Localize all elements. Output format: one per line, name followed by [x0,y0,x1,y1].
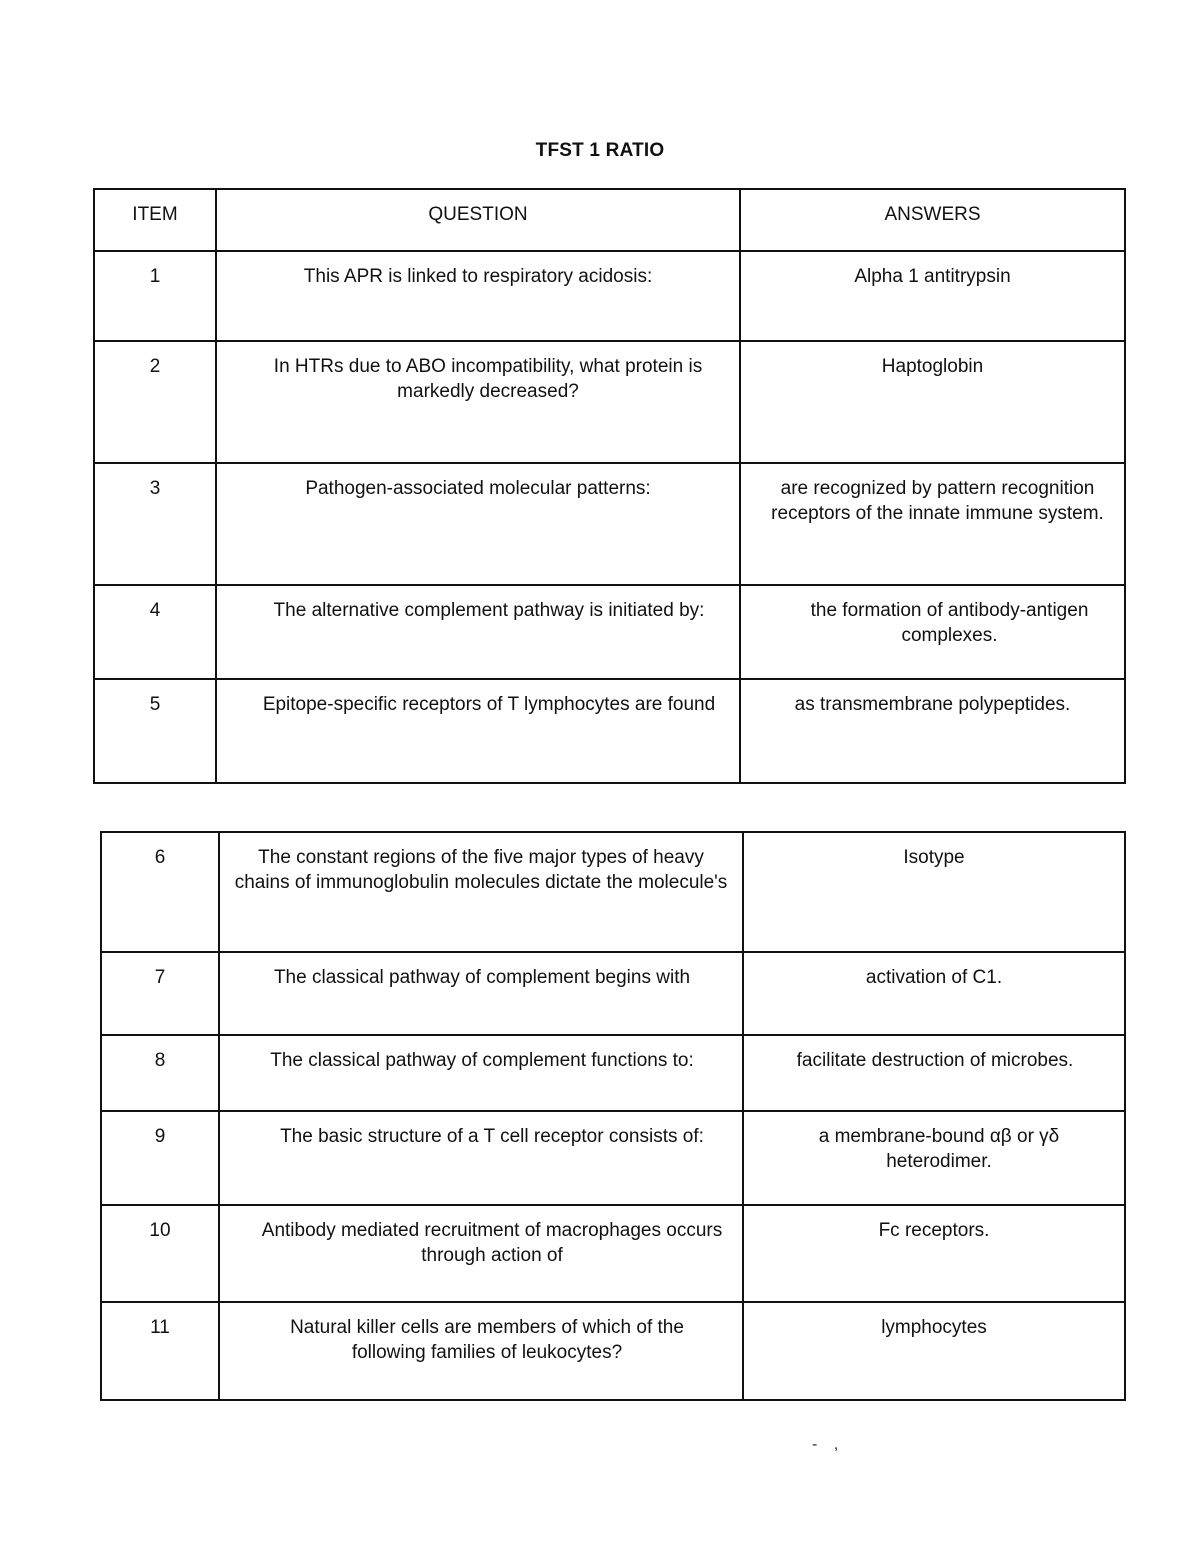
table-row [94,585,1125,679]
qa-table-1 [93,188,1126,784]
question-header: QUESTION [216,189,740,251]
answer-text: as transmembrane polypeptides. [740,679,1125,783]
item-number: 11 [101,1302,219,1400]
table-row [94,679,1125,783]
answer-text: Fc receptors. [743,1205,1125,1302]
table-row [94,463,1125,585]
question-text: The alternative complement pathway is initiated by: [216,585,740,679]
item-number: 1 [94,251,216,341]
question-text: In HTRs due to ABO incompatibility, what protein is markedly decreased? [216,341,740,463]
table-row [101,1035,1125,1111]
question-text: This APR is linked to respiratory acidosis: [216,251,740,341]
answers-header: ANSWERS [740,189,1125,251]
question-text: The classical pathway of complement begins with [219,952,743,1035]
table-row [101,952,1125,1035]
answer-text: lymphocytes [743,1302,1125,1400]
question-text: The basic structure of a T cell receptor consists of: [219,1111,743,1205]
item-number: 5 [94,679,216,783]
answer-text: activation of C1. [743,952,1125,1035]
question-text: Natural killer cells are members of which of the following families of leukocytes? [219,1302,743,1400]
question-text: Pathogen-associated molecular patterns: [216,463,740,585]
answer-text: the formation of antibody-antigen complexes. [740,585,1125,679]
item-number: 6 [101,832,219,952]
table-row [94,341,1125,463]
question-text: The constant regions of the five major types of heavy chains of immunoglobulin molecules dictate the molecule's [219,832,743,952]
table-row [101,1111,1125,1205]
question-text: Epitope-specific receptors of T lymphocytes are found [216,679,740,783]
item-number: 9 [101,1111,219,1205]
header-row [94,189,1125,251]
item-number: 4 [94,585,216,679]
table-row [101,1302,1125,1400]
page-mark: - , [812,1436,845,1453]
table-row [94,251,1125,341]
item-number: 3 [94,463,216,585]
answer-text: Haptoglobin [740,341,1125,463]
document-title: TFST 1 RATIO [535,140,665,161]
answer-text: are recognized by pattern recognition receptors of the innate immune system. [740,463,1125,585]
answer-text: Alpha 1 antitrypsin [740,251,1125,341]
answer-text: Isotype [743,832,1125,952]
question-text: Antibody mediated recruitment of macrophages occurs through action of [219,1205,743,1302]
item-number: 10 [101,1205,219,1302]
table-row [101,1205,1125,1302]
qa-table-2-body [101,832,1125,1400]
answer-text: facilitate destruction of microbes. [743,1035,1125,1111]
qa-table-1-body [94,189,1125,783]
table-row [101,832,1125,952]
question-text: The classical pathway of complement functions to: [219,1035,743,1111]
qa-table-2 [100,831,1126,1401]
item-number: 2 [94,341,216,463]
item-number: 8 [101,1035,219,1111]
item-header: ITEM [94,189,216,251]
answer-text: a membrane-bound αβ or γδ heterodimer. [743,1111,1125,1205]
item-number: 7 [101,952,219,1035]
